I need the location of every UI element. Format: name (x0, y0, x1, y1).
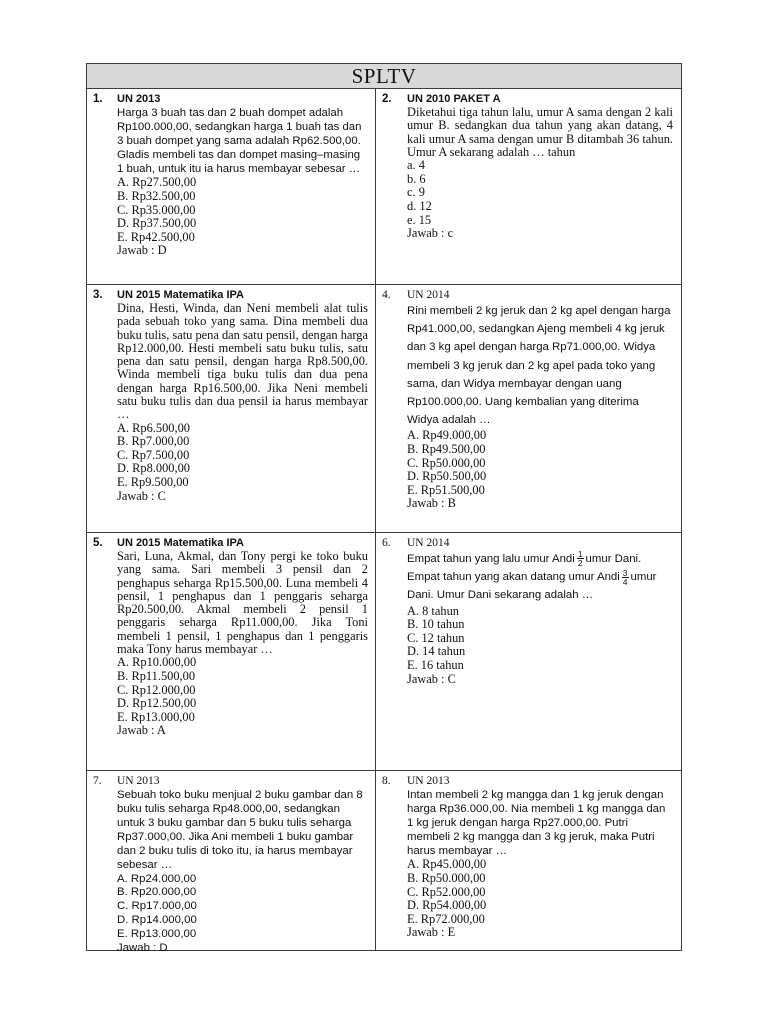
option-e: E. Rp72.000,00 (407, 911, 485, 926)
table-row (87, 89, 681, 285)
problem-source: UN 2013 (407, 775, 450, 787)
problem-question (407, 550, 673, 605)
option-b: b. 6 (407, 171, 426, 186)
fraction-numerator: 1 (577, 549, 583, 560)
option-b: B. Rp32.500,00 (117, 189, 196, 204)
answer-key: Jawab : D (117, 243, 167, 258)
option-e: E. Rp13.000,00 (117, 709, 195, 724)
option-c: C. Rp17.000,00 (117, 900, 197, 913)
option-b: B. Rp50.000,00 (407, 871, 486, 886)
option-c: C. 12 tahun (407, 630, 465, 645)
option-c: C. Rp50.000,00 (407, 455, 486, 470)
option-a: A. 8 tahun (407, 603, 459, 618)
problem-cell-7 (87, 771, 375, 955)
option-b: B. Rp11.500,00 (117, 668, 196, 683)
problem-question: Rini membeli 2 kg jeruk dan 2 kg apel dengan harga Rp41.000,00, sedangkan Ajeng membeli 4 kg jeruk dan 3 kg apel dengan harga Rp71.000,00. Widya membeli 3 kg jeruk dan 2 kg apel pada toko yang sama, dan Widya membayar dengan uang Rp100.000,00. Uang kembalian yang diterima Widya adalah … (407, 305, 671, 427)
problem-body (407, 288, 673, 511)
fraction-three-quarters (622, 569, 629, 586)
option-e: E. Rp13.000,00 (117, 928, 197, 941)
problem-question: Sari, Luna, Akmal, dan Tony pergi ke toko buku yang sama. Sari membeli 3 pensil dan 2 penghapus seharga Rp15.500,00. Luna membeli 4 pensil, 1 penghapus dan 1 penggaris seharga Rp20.500,00. Akmal membeli 2 pensil 1 penggaris seharga Rp11.000,00. Jika Toni membeli 1 pensil, 1 penghapus dan 1 penggaris maka Tony harus membayar … (117, 549, 368, 657)
problem-body (407, 536, 673, 686)
problem-source: UN 2013 (117, 775, 160, 787)
problem-number: 5. (93, 537, 103, 549)
fraction-denominator: 2 (577, 558, 583, 569)
question-text: umur Dani. Umur Dani sekarang adalah … (407, 571, 657, 602)
option-e: E. Rp42.500,00 (117, 229, 195, 244)
problem-number: 7. (93, 775, 102, 787)
question-text: umur Dani. Empat tahun yang akan datang umur Andi (407, 553, 642, 584)
problem-cell-8 (375, 771, 681, 951)
option-a: A. Rp27.500,00 (117, 175, 197, 190)
worksheet-title: SPLTV (87, 64, 681, 89)
problem-question: Dina, Hesti, Winda, dan Neni membeli alat tulis pada sebuah toko yang sama. Dina membeli dua buku tulis, satu pena dan satu pensil, dengan harga Rp12.000,00. Hesti membeli satu buku tulis, satu pena dan satu pensil, dengan harga Rp8.500,00. Winda membeli tiga buku tulis dan dua pena dengan harga Rp16.500,00. Jika Neni membeli satu buku tulis dan dua pensil ia harus membayar … (117, 301, 368, 422)
fraction-one-half (577, 550, 584, 567)
option-c: C. Rp35.000,00 (117, 202, 196, 217)
problem-cell-4 (375, 285, 681, 532)
problem-source: UN 2010 PAKET A (407, 93, 501, 105)
problem-cell-3 (87, 285, 375, 532)
problem-number: 8. (382, 775, 391, 787)
option-b: B. Rp49.500,00 (407, 442, 486, 457)
option-e: e. 15 (407, 212, 432, 227)
option-d: D. Rp37.500,00 (117, 216, 197, 231)
option-c: c. 9 (407, 185, 425, 200)
option-e: E. 16 tahun (407, 657, 464, 672)
answer-key: Jawab : A (117, 723, 166, 738)
option-b: B. Rp20.000,00 (117, 886, 197, 899)
answer-key: Jawab : C (117, 488, 166, 503)
option-b: B. 10 tahun (407, 617, 465, 632)
problem-number: 6. (382, 537, 391, 549)
problem-body (117, 288, 368, 503)
problem-source: UN 2015 Matematika IPA (117, 289, 244, 301)
problem-cell-1 (87, 89, 375, 284)
problem-cell-5 (87, 533, 375, 770)
table-row (87, 771, 681, 955)
option-e: E. Rp9.500,00 (117, 475, 189, 490)
option-a: A. Rp49.000,00 (407, 428, 487, 443)
answer-key: Jawab : C (407, 671, 456, 686)
option-b: B. Rp7.000,00 (117, 434, 190, 449)
option-c: C. Rp52.000,00 (407, 884, 486, 899)
problem-number: 4. (382, 289, 391, 301)
option-d: D. Rp8.000,00 (117, 461, 190, 476)
question-text: Empat tahun yang lalu umur Andi (407, 553, 575, 565)
option-a: a. 4 (407, 158, 425, 173)
answer-key: Jawab : D (117, 942, 168, 955)
option-a: A. Rp45.000,00 (407, 857, 487, 872)
problem-body (117, 774, 368, 956)
option-d: D. Rp14.000,00 (117, 914, 197, 927)
table-row (87, 285, 681, 533)
problem-number: 1. (93, 93, 103, 105)
fraction-denominator: 4 (622, 576, 628, 587)
problem-body (117, 536, 368, 738)
option-a: A. Rp6.500,00 (117, 420, 190, 435)
problem-cell-6 (375, 533, 681, 770)
problem-question: Harga 3 buah tas dan 2 buah dompet adalah Rp100.000,00, sedangkan harga 1 buah tas dan 3 buah dompet yang sama adalah Rp62.500,00. Gladis membeli tas dan dompet masing–masing 1 buah, untuk itu ia harus membayar sebesar … (117, 107, 362, 176)
answer-key: Jawab : c (407, 226, 454, 241)
option-e: E. Rp51.500,00 (407, 482, 485, 497)
problem-number: 3. (93, 289, 103, 301)
problem-source: UN 2015 Matematika IPA (117, 537, 244, 549)
answer-key: Jawab : B (407, 496, 456, 511)
problem-number: 2. (382, 93, 392, 105)
problem-body (117, 92, 368, 258)
answer-key: Jawab : E (407, 925, 456, 940)
option-d: D. 14 tahun (407, 644, 466, 659)
problem-question: Sebuah toko buku menjual 2 buku gambar dan 8 buku tulis seharga Rp48.000,00, sedangkan untuk 3 buku gambar dan 5 buku tulis seharga Rp37.000,00. Jika Ani membeli 1 buku gambar dan 2 buku tulis di toko itu, ia harus membayar sebesar … (117, 789, 363, 872)
option-d: d. 12 (407, 198, 432, 213)
option-c: C. Rp12.000,00 (117, 682, 196, 697)
worksheet-table (86, 63, 682, 955)
problem-body (407, 774, 673, 940)
table-row (87, 533, 681, 771)
problem-source: UN 2013 (117, 93, 161, 105)
option-d: D. Rp12.500,00 (117, 696, 197, 711)
option-d: D. Rp54.000,00 (407, 898, 487, 913)
option-d: D. Rp50.500,00 (407, 469, 487, 484)
problem-question: Diketahui tiga tahun lalu, umur A sama dengan 2 kali umur B. sedangkan dua tahun yang akan datang, 4 kali umur A sama dengan umur B ditambah 36 tahun. Umur A sekarang adalah … tahun (407, 105, 673, 159)
problem-cell-2 (375, 89, 681, 284)
problem-source: UN 2014 (407, 537, 450, 549)
problem-body (407, 92, 673, 241)
option-a: A. Rp24.000,00 (117, 872, 197, 885)
problem-question: Intan membeli 2 kg mangga dan 1 kg jeruk dengan harga Rp36.000,00. Nia membeli 1 kg mangga dan 1 kg jeruk dengan harga Rp27.000,00. Putri membeli 2 kg mangga dan 3 kg jeruk, maka Putri harus membayar … (407, 789, 666, 858)
option-c: C. Rp7.500,00 (117, 447, 190, 462)
problem-source: UN 2014 (407, 289, 450, 301)
option-a: A. Rp10.000,00 (117, 655, 197, 670)
fraction-numerator: 3 (622, 567, 628, 578)
